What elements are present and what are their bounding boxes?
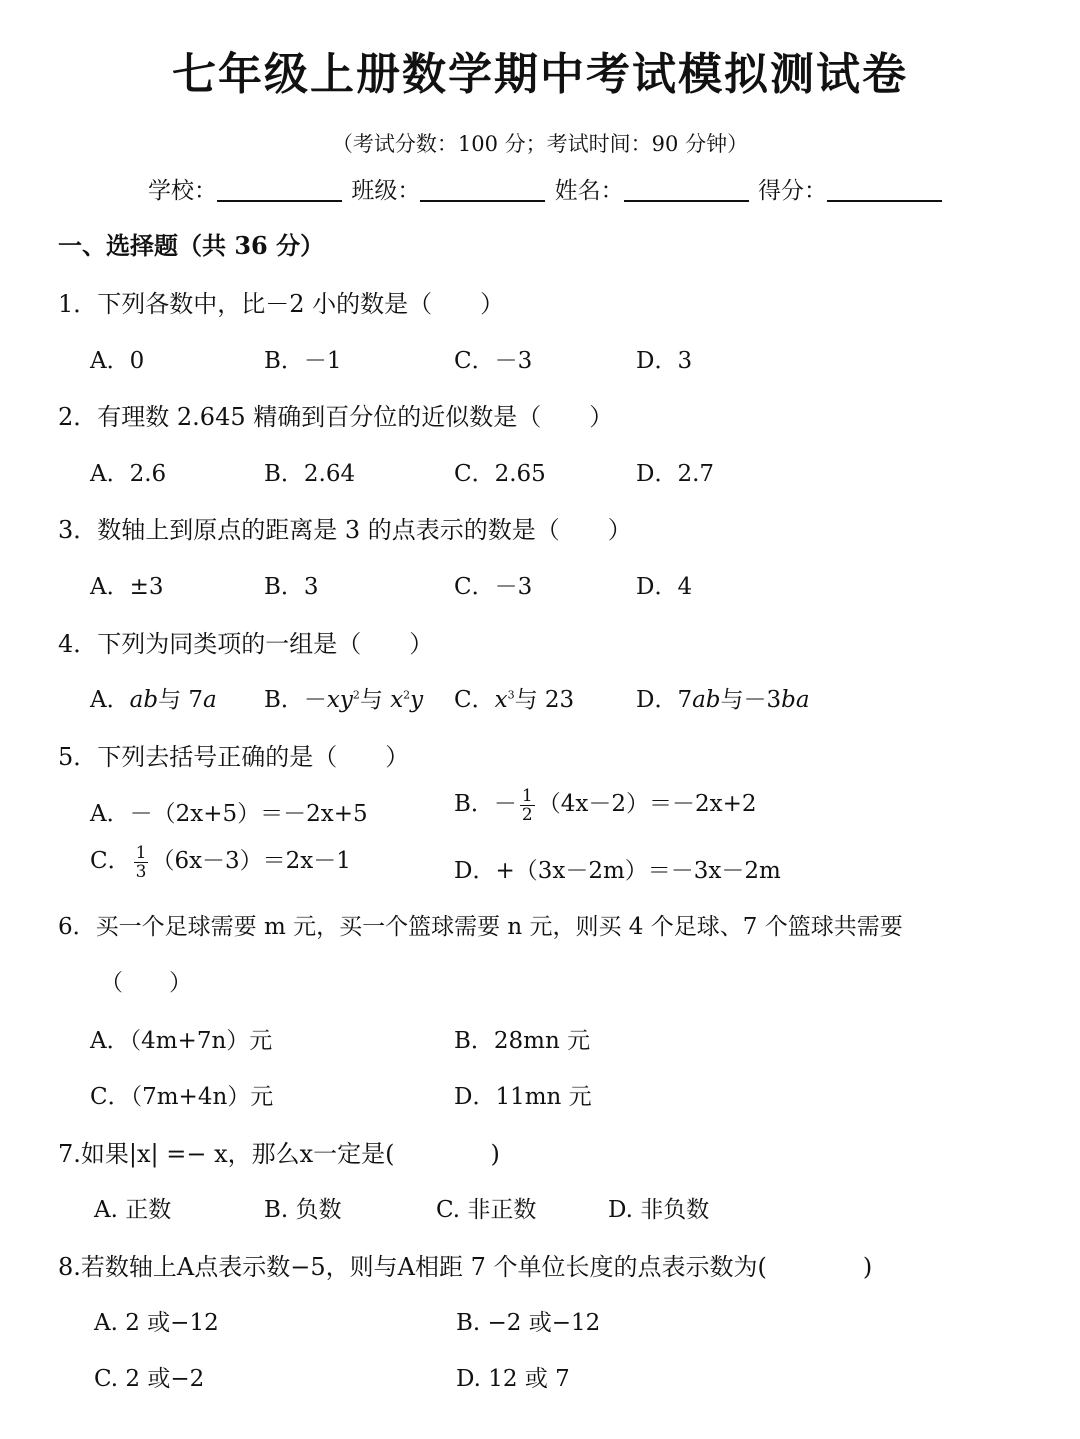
option-text: （4x－2）＝－2x+2 xyxy=(537,791,757,817)
option-d xyxy=(636,681,810,714)
option-text: 与－3 xyxy=(720,687,782,713)
option-c: C．2.65 xyxy=(454,461,546,487)
option-d: D．11mn 元 xyxy=(454,1084,592,1110)
option-a: A．0 xyxy=(90,348,145,374)
question-6: 6．买一个足球需要 m 元，买一个篮球需要 n 元，则买 4 个足球、7 个篮球共需要 xyxy=(58,914,903,940)
option-a: A. 正数 xyxy=(94,1197,172,1223)
math-term: y xyxy=(410,687,424,713)
fraction xyxy=(134,844,149,881)
option-label: C． xyxy=(454,687,495,713)
option-c xyxy=(454,681,574,714)
option-label: C． xyxy=(90,848,131,874)
option-d: D．4 xyxy=(636,574,693,600)
exponent: 2 xyxy=(352,688,360,702)
option-d: D．+（3x－2m）＝－3x－2m xyxy=(454,858,781,884)
denominator: 2 xyxy=(521,804,533,825)
option-a: A．2.6 xyxy=(90,461,167,487)
option-c: C．－3 xyxy=(454,574,533,600)
question-4: 4．下列为同类项的一组是（ ） xyxy=(58,630,434,658)
school-blank[interactable] xyxy=(217,178,342,202)
option-b: B．2.64 xyxy=(264,461,356,487)
question-5: 5．下列去括号正确的是（ ） xyxy=(58,743,410,771)
numerator: 1 xyxy=(135,842,147,863)
score-label: 得分： xyxy=(757,178,827,204)
option-b: B．28mn 元 xyxy=(454,1028,591,1054)
option-a: A．±3 xyxy=(90,574,164,600)
exponent: 2 xyxy=(403,688,411,702)
option-c: C．（7m+4n）元 xyxy=(90,1084,274,1110)
option-a: A. 2 或−12 xyxy=(94,1310,219,1336)
question-8: 8.若数轴上A点表示数−5，则与A相距 7 个单位长度的点表示数为( ) xyxy=(58,1253,873,1281)
option-c: C. 非正数 xyxy=(436,1197,537,1223)
name-label: 姓名： xyxy=(554,178,624,204)
option-c: C. 2 或−2 xyxy=(94,1366,205,1392)
math-term: ab xyxy=(129,687,159,713)
option-a: A．－（2x+5）＝－2x+5 xyxy=(90,801,368,827)
option-b xyxy=(264,681,423,714)
option-label: B．－ xyxy=(454,791,517,817)
class-label: 班级： xyxy=(351,178,421,204)
option-c xyxy=(90,842,351,881)
math-term: xy xyxy=(326,687,353,713)
option-d: D．3 xyxy=(636,348,693,374)
score-blank[interactable] xyxy=(827,178,942,202)
question-1: 1．下列各数中，比－2 小的数是（ ） xyxy=(58,290,505,318)
option-d: D．2.7 xyxy=(636,461,715,487)
option-b: B. −2 或−12 xyxy=(456,1310,601,1336)
option-label: B．－ xyxy=(264,687,327,713)
option-d: D. 12 或 7 xyxy=(456,1366,570,1392)
student-info-row xyxy=(148,172,944,205)
fraction xyxy=(520,787,535,824)
page-title: 七年级上册数学期中考试模拟测试卷 xyxy=(172,49,908,100)
math-term: ba xyxy=(781,687,810,713)
name-blank[interactable] xyxy=(624,178,749,202)
class-blank[interactable] xyxy=(420,178,545,202)
option-text: 与 7 xyxy=(158,687,204,713)
option-text: 与 23 xyxy=(514,687,575,713)
option-text: （6x－3）＝2x－1 xyxy=(151,848,351,874)
option-text: 与 xyxy=(359,687,391,713)
math-term: a xyxy=(203,687,217,713)
math-term: ab xyxy=(692,687,721,713)
option-d: D. 非负数 xyxy=(608,1197,710,1223)
option-b: B. 负数 xyxy=(264,1197,342,1223)
option-b xyxy=(454,785,756,824)
option-label: D．7 xyxy=(636,687,693,713)
option-b: B．－1 xyxy=(264,348,342,374)
section-heading: 一、选择题（共 36 分） xyxy=(58,231,325,260)
question-7: 7.如果|x| =− x，那么x一定是( ) xyxy=(58,1140,500,1168)
option-b: B．3 xyxy=(264,574,319,600)
math-term: x xyxy=(494,687,508,713)
math-term: x xyxy=(390,687,404,713)
question-6-paren: （ ） xyxy=(100,970,192,996)
denominator: 3 xyxy=(135,861,147,882)
option-c: C．－3 xyxy=(454,348,533,374)
exponent: 3 xyxy=(507,688,515,702)
option-a: A．（4m+7n）元 xyxy=(90,1028,273,1054)
option-label: A． xyxy=(90,687,130,713)
question-2: 2．有理数 2.645 精确到百分位的近似数是（ ） xyxy=(58,403,614,431)
numerator: 1 xyxy=(521,785,533,806)
exam-info: （考试分数：100 分；考试时间：90 分钟） xyxy=(331,132,749,156)
option-a xyxy=(90,681,217,714)
school-label: 学校： xyxy=(148,178,217,204)
question-3: 3．数轴上到原点的距离是 3 的点表示的数是（ ） xyxy=(58,516,632,544)
